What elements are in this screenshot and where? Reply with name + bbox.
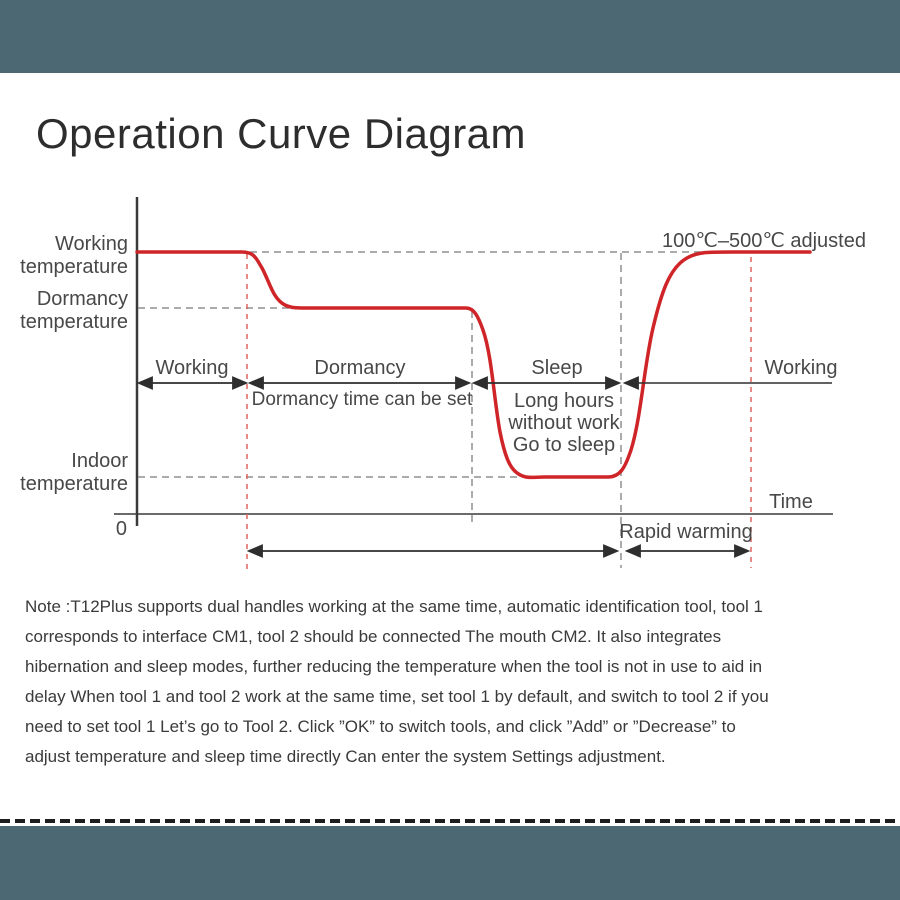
- arrowhead: [233, 378, 246, 389]
- arrowhead: [627, 546, 640, 557]
- dormancy-temperature-label-line1: Dormancy: [36, 288, 128, 310]
- phase-label-working-right: Working: [764, 357, 838, 379]
- page-title: Operation Curve Diagram: [36, 110, 527, 157]
- arrowhead: [625, 378, 638, 389]
- rapid-warming-label: Rapid warming: [619, 521, 753, 543]
- phase-label-sleep: Sleep: [531, 357, 583, 379]
- time-axis-label: Time: [769, 491, 813, 513]
- bottom-accent-bar: [0, 826, 900, 900]
- note-line: adjust temperature and sleep time directly Can enter the system Settings adjustment.: [25, 747, 666, 766]
- working-temperature-label-line1: Working: [55, 233, 128, 255]
- phase-label-working-left: Working: [155, 357, 229, 379]
- indoor-temperature-label-line1: Indoor: [71, 450, 128, 472]
- arrowhead: [735, 546, 748, 557]
- note-paragraph: [25, 592, 885, 772]
- operation-curve-diagram: [0, 190, 900, 590]
- dormancy-time-note: Dormancy time can be set: [251, 389, 473, 410]
- arrowhead: [606, 378, 619, 389]
- indoor-temperature-label-line2: temperature: [20, 473, 128, 495]
- top-accent-bar: [0, 0, 900, 73]
- note-line: Note :T12Plus supports dual handles working at the same time, automatic identification tool, tool 1: [25, 597, 764, 616]
- arrowhead: [456, 378, 469, 389]
- phase-arrows: [139, 378, 832, 389]
- arrowhead: [249, 546, 262, 557]
- arrowhead: [250, 378, 263, 389]
- arrowhead: [474, 378, 487, 389]
- sleep-note-line3: Go to sleep: [512, 434, 616, 456]
- sleep-note-line2: without work: [508, 412, 620, 434]
- working-temperature-label-line2: temperature: [20, 256, 128, 278]
- arrowhead: [139, 378, 152, 389]
- note-line: corresponds to interface CM1, tool 2 should be connected The mouth CM2. It also integrates: [25, 627, 722, 646]
- dormancy-temperature-label-line2: temperature: [20, 311, 128, 333]
- dashed-divider-line: [0, 819, 900, 823]
- temperature-curve: [137, 252, 810, 477]
- bottom-arrows: [249, 546, 748, 557]
- note-line: delay When tool 1 and tool 2 work at the same time, set tool 1 by default, and switch to tool 2 if you: [25, 687, 769, 706]
- arrowhead: [604, 546, 617, 557]
- note-line: need to set tool 1 Let’s go to Tool 2. Click ”OK” to switch tools, and click ”Add” or ”Decrease” to: [25, 717, 736, 736]
- sleep-note-line1: Long hours: [513, 390, 615, 412]
- origin-label: 0: [115, 518, 127, 540]
- temperature-range-label: 100℃–500℃ adjusted: [662, 230, 866, 252]
- phase-label-dormancy: Dormancy: [314, 357, 406, 379]
- note-line: hibernation and sleep modes, further reducing the temperature when the tool is not in use to aid in: [25, 657, 763, 676]
